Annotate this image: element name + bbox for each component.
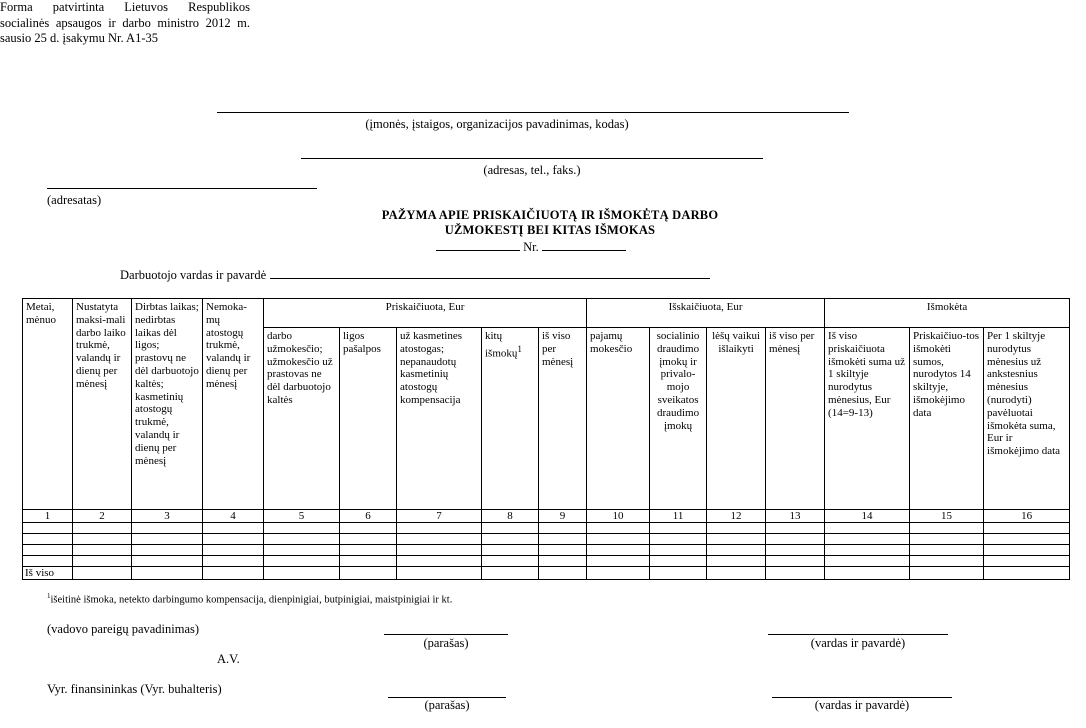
date-blank: [436, 240, 520, 251]
stamp-label: A.V.: [217, 652, 240, 666]
header-col-4: Nemoka-mų atostogų trukmė, valandų ir dienų per mėnesį: [203, 299, 264, 510]
col-number: 6: [340, 510, 397, 523]
header-col-3: Dirbtas laikas; nedirbtas laikas dėl ligos; prastovų ne dėl darbuotojo kaltės; kasmetinių atostogų trukmė, valandų ir dienų per mėnesį: [132, 299, 203, 510]
head-signature-caption: (parašas): [423, 636, 469, 650]
org-caption: (įmonės, įstaigos, organizacijos pavadinimas, kodas): [365, 117, 629, 131]
footnote-marker: 1: [47, 592, 51, 600]
col-number: 16: [984, 510, 1070, 523]
header-col-15: Priskaičiuo-tos išmokėti sumos, nurodytos 14 skiltyje, išmokėjimo data: [910, 328, 984, 510]
col-number: 2: [73, 510, 132, 523]
group-deducted: Išskaičiuota, Eur: [587, 299, 825, 328]
header-col-13: iš viso per mėnesį: [766, 328, 825, 510]
group-paid: Išmokėta: [825, 299, 1070, 328]
employee-label: Darbuotojo vardas ir pavardė: [120, 268, 267, 282]
number-label: Nr.: [523, 240, 539, 254]
header-col-12: lėšų vaikui išlaikyti: [707, 328, 766, 510]
head-name-line: [768, 634, 948, 635]
col-number: 12: [707, 510, 766, 523]
head-name-caption: (vardas ir pavardė): [810, 636, 906, 650]
approval-line-2: socialinės apsaugos ir darbo ministro 2012 m.: [0, 15, 250, 30]
number-blank: [542, 240, 626, 251]
footnote: [47, 592, 452, 606]
header-col-1: Metai, mėnuo: [23, 299, 73, 510]
col-number: 5: [264, 510, 340, 523]
table-row: [23, 534, 1070, 545]
table-row: [23, 523, 1070, 534]
accountant-name-caption: (vardas ir pavardė): [814, 698, 910, 712]
header-col-14: Iš viso priskaičiuota išmokėti suma už 1 skiltyje nurodytus mėnesius, Eur (14=9-13): [825, 328, 910, 510]
header-col-8-text: kitų išmokų: [485, 330, 518, 360]
accountant-signature-caption: (parašas): [424, 698, 470, 712]
employee-name-blank: [270, 268, 710, 279]
footnote-text: išeitinė išmoka, netekto darbingumo kompensacija, dienpinigiai, butpinigiai, maistpinigiai ir kt.: [50, 594, 453, 606]
header-col-9: iš viso per mėnesį: [539, 328, 587, 510]
header-col-6: ligos pašalpos: [340, 328, 397, 510]
col-number: 7: [397, 510, 482, 523]
address-caption: (adresas, tel., faks.): [483, 163, 581, 177]
document-number-line: [436, 240, 626, 255]
header-col-16: Per 1 skiltyje nurodytus mėnesius už ankstesnius mėnesius (nurodyti) pavėluotai išmokėta suma, Eur ir išmokėjimo data: [984, 328, 1070, 510]
accountant-label: Vyr. finansininkas (Vyr. buhalteris): [47, 682, 222, 696]
column-number-row: [23, 510, 1070, 523]
col-number: 10: [587, 510, 650, 523]
header-col-8: [482, 328, 539, 510]
recipient-caption: (adresatas): [47, 193, 102, 207]
header-col-11: socialinio draudimo įmokų ir privalo-mojo sveikatos draudimo įmokų: [650, 328, 707, 510]
document-title-line-1: PAŽYMA APIE PRISKAIČIUOTĄ IR IŠMOKĖTĄ DARBO: [381, 208, 719, 222]
col-number: 13: [766, 510, 825, 523]
header-col-10: pajamų mokesčio: [587, 328, 650, 510]
form-approval-note: [0, 0, 250, 47]
address-line: [301, 158, 763, 159]
head-signature-line: [384, 634, 508, 635]
recipient-line: [47, 188, 317, 189]
org-name-line: [217, 112, 849, 113]
header-col-7: už kasmetines atostogas; nepanaudotų kasmetinių atostogų kompensacija: [397, 328, 482, 510]
col-number: 8: [482, 510, 539, 523]
approval-line-1: Forma patvirtinta Lietuvos Respublikos: [0, 0, 250, 14]
approval-line-3: sausio 25 d. įsakymu Nr. A1-35: [0, 31, 158, 45]
col-number: 3: [132, 510, 203, 523]
salary-table: [22, 298, 1070, 580]
header-col-2: Nustatyta maksi-mali darbo laiko trukmė, valandų ir dienų per mėnesį: [73, 299, 132, 510]
footnote-ref: 1: [517, 343, 522, 354]
employee-name-line: [120, 268, 710, 283]
group-accrued: Priskaičiuota, Eur: [264, 299, 587, 328]
col-number: 15: [910, 510, 984, 523]
col-number: 4: [203, 510, 264, 523]
col-number: 14: [825, 510, 910, 523]
table-row: [23, 556, 1070, 567]
head-position-caption: (vadovo pareigų pavadinimas): [47, 622, 200, 636]
col-number: 11: [650, 510, 707, 523]
col-number: 1: [23, 510, 73, 523]
total-label: Iš viso: [23, 567, 73, 580]
col-number: 9: [539, 510, 587, 523]
header-col-5: darbo užmokesčio; užmokesčio už prastovas ne dėl darbuotojo kaltės: [264, 328, 340, 510]
table-row: [23, 545, 1070, 556]
document-title-line-2: UŽMOKESTĮ BEI KITAS IŠMOKAS: [444, 223, 656, 237]
total-row: [23, 567, 1070, 580]
